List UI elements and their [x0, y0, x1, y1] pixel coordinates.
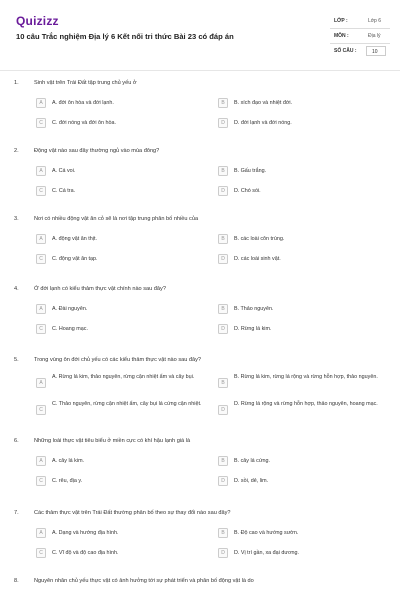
option-letter-box: D	[218, 118, 228, 128]
option-text: A. Dạng và hướng địa hình.	[52, 530, 119, 536]
page-title: 10 câu Trắc nghiệm Địa lý 6 Kết nối tri thức Bài 23 có đáp án	[16, 32, 234, 41]
option-text: D. Rừng lá rộng và rừng hỗn hợp, thảo nguyên, hoang mạc.	[234, 401, 378, 407]
question-number: 6.	[14, 438, 19, 444]
question-number: 2.	[14, 148, 19, 154]
meta-label: SỐ CÂU :	[334, 48, 357, 54]
option-text: D. Chó sói.	[234, 188, 261, 194]
option-letter-box: B	[218, 234, 228, 244]
option-letter-box: C	[36, 476, 46, 486]
option-letter-box: B	[218, 528, 228, 538]
question-number: 1.	[14, 80, 19, 86]
option-letter-box: C	[36, 254, 46, 264]
option-letter-box: B	[218, 166, 228, 176]
option-letter-box: C	[36, 405, 46, 415]
option-letter-box: D	[218, 324, 228, 334]
option-letter-box: A	[36, 234, 46, 244]
option-text: B. xích đạo và nhiệt đới.	[234, 100, 293, 106]
option-text: A. cây lá kim.	[52, 458, 85, 464]
option-letter-box: A	[36, 528, 46, 538]
meta-info-box	[330, 14, 390, 59]
option-letter-box: B	[218, 98, 228, 108]
question-number: 7.	[14, 510, 19, 516]
option-text: C. Cá tra.	[52, 188, 76, 194]
option-text: B. Thảo nguyên.	[234, 306, 274, 312]
option-text: C. động vật ăn tạp.	[52, 256, 98, 262]
question-number: 5.	[14, 357, 19, 363]
option-letter-box: D	[218, 405, 228, 415]
meta-row-subject	[330, 29, 390, 44]
option-text: B. các loài côn trùng.	[234, 236, 285, 242]
option-letter-box: C	[36, 118, 46, 128]
question-text: Sinh vật trên Trái Đất tập trung chủ yếu ở	[34, 80, 137, 86]
option-text: B. Rừng lá kim, rừng lá rộng và rừng hỗn hợp, thảo nguyên.	[234, 374, 378, 380]
option-text: C. Vĩ độ và độ cao địa hình.	[52, 550, 119, 556]
option-letter-box: A	[36, 98, 46, 108]
option-text: B. cây lá cứng.	[234, 458, 270, 464]
option-letter-box: A	[36, 456, 46, 466]
worksheet-header	[0, 0, 400, 70]
option-text: C. Thảo nguyên, rừng cận nhiệt ẩm, cây bụi lá cứng cận nhiệt.	[52, 401, 202, 407]
option-text: A. Đài nguyên.	[52, 306, 88, 312]
question-text: Trong vùng ôn đới chủ yếu có các kiểu thảm thực vật nào sau đây?	[34, 357, 202, 363]
meta-label: MÔN :	[334, 33, 349, 39]
option-text: D. các loài sinh vật.	[234, 256, 281, 262]
header-divider	[0, 70, 400, 71]
option-text: C. Hoang mạc.	[52, 326, 88, 332]
option-letter-box: C	[36, 324, 46, 334]
option-text: A. Cá voi.	[52, 168, 76, 174]
option-letter-box: A	[36, 166, 46, 176]
option-text: D. đới lạnh và đới nóng.	[234, 120, 292, 126]
option-text: B. Gấu trắng.	[234, 168, 267, 174]
option-letter-box: C	[36, 186, 46, 196]
option-letter-box: D	[218, 548, 228, 558]
option-letter-box: B	[218, 456, 228, 466]
question-text: Nơi có nhiều động vật ăn cỏ sẽ là nơi tập trung phân bố nhiều của	[34, 216, 199, 222]
question-number: 3.	[14, 216, 19, 222]
option-text: D. sồi, dẻ, lim.	[234, 478, 269, 484]
option-text: C. rêu, địa y.	[52, 478, 83, 484]
option-letter-box: D	[218, 254, 228, 264]
question-count-box	[366, 46, 386, 56]
option-letter-box: C	[36, 548, 46, 558]
option-letter-box: A	[36, 378, 46, 388]
meta-row-count	[330, 44, 390, 59]
option-text: D. Rừng lá kim.	[234, 326, 272, 332]
meta-value: Lớp 6	[368, 18, 382, 24]
question-text: Ở đới lạnh có kiểu thảm thực vật chính nào sau đây?	[34, 286, 166, 292]
option-letter-box: B	[218, 304, 228, 314]
option-letter-box: A	[36, 304, 46, 314]
option-text: D. Vị trí gần, xa đại dương.	[234, 550, 299, 556]
question-text: Động vật nào sau đây thường ngủ vào mùa đông?	[34, 148, 160, 154]
question-number: 8.	[14, 578, 19, 584]
option-text: A. đới ôn hòa và đới lạnh.	[52, 100, 114, 106]
meta-value: Địa lý	[368, 33, 381, 39]
quizizz-logo: Quizizz	[16, 14, 59, 28]
question-number: 4.	[14, 286, 19, 292]
option-text: C. đới nóng và đới ôn hòa.	[52, 120, 117, 126]
question-text: Những loài thực vật tiêu biểu ở miền cực có khí hậu lạnh giá là	[34, 438, 191, 444]
option-letter-box: D	[218, 476, 228, 486]
option-text: B. Độ cao và hướng sườn.	[234, 530, 299, 536]
option-letter-box: D	[218, 186, 228, 196]
meta-value: 10	[372, 49, 378, 55]
option-text: A. Rừng lá kim, thảo nguyên, rừng cận nhiệt ẩm và cây bụi.	[52, 374, 195, 380]
option-letter-box: B	[218, 378, 228, 388]
meta-row-class	[330, 14, 390, 29]
option-text: A. động vật ăn thịt.	[52, 236, 97, 242]
meta-label: LỚP :	[334, 18, 348, 24]
question-text: Các thảm thực vật trên Trái Đất thường phân bố theo sự thay đổi nào sau đây?	[34, 510, 231, 516]
question-text: Nguyên nhân chủ yếu thực vật có ảnh hưởng tới sự phát triển và phân bố động vật là do	[34, 578, 254, 584]
